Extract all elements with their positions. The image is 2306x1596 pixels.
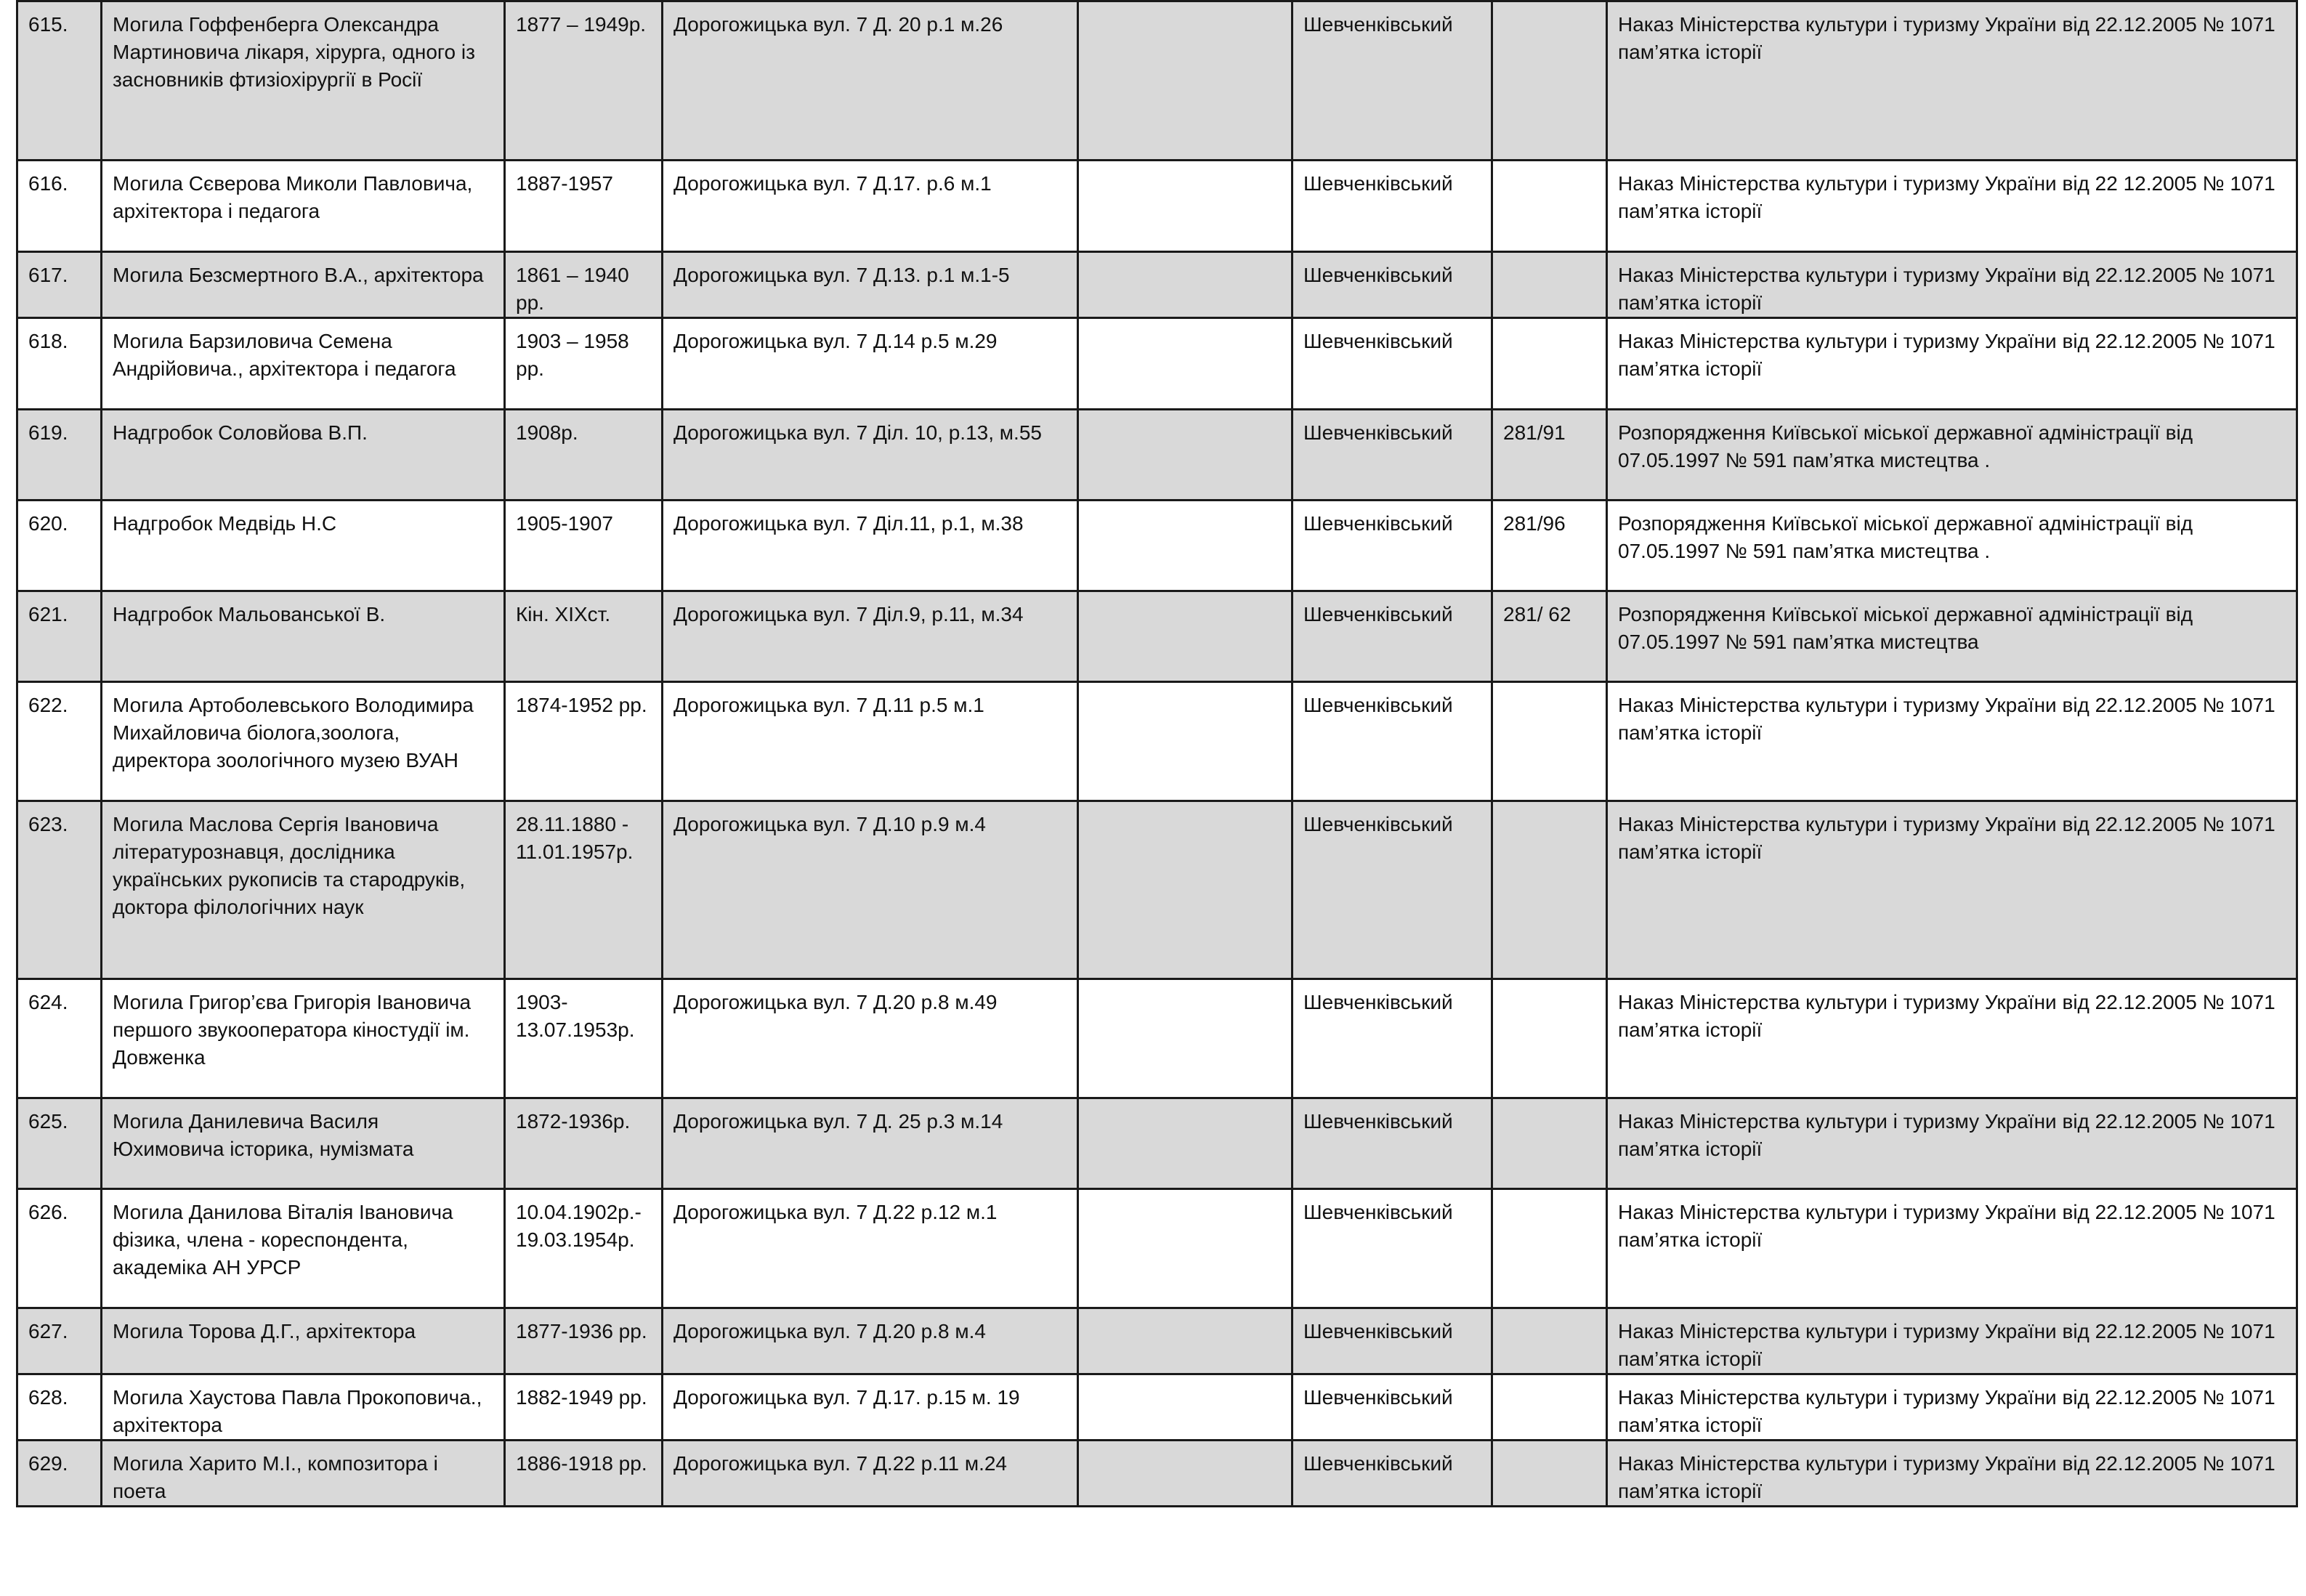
- registration-number: [1492, 1189, 1607, 1308]
- monument-name: Могила Артоболевського Володимира Михайловича біолога,зоолога, директора зоологічного музею ВУАН: [102, 682, 505, 801]
- row-number: 628.: [17, 1374, 102, 1441]
- monument-name: Могила Торова Д.Г., архітектора: [102, 1308, 505, 1374]
- monument-address: Дорогожицька вул. 7 Д. 25 р.3 м.14: [663, 1098, 1078, 1189]
- table-row: [17, 1308, 2297, 1374]
- monument-dates: 1861 – 1940 рр.: [505, 252, 663, 318]
- empty-cell: [1078, 1374, 1292, 1441]
- monument-name: Могила Хаустова Павла Прокоповича., архітектора: [102, 1374, 505, 1441]
- empty-cell: [1078, 410, 1292, 501]
- table-row: [17, 501, 2297, 591]
- registration-number: [1492, 979, 1607, 1098]
- row-number: 624.: [17, 979, 102, 1098]
- monument-dates: 1882-1949 рр.: [505, 1374, 663, 1441]
- empty-cell: [1078, 252, 1292, 318]
- row-number: 623.: [17, 801, 102, 979]
- row-number: 629.: [17, 1441, 102, 1507]
- table-row: [17, 318, 2297, 410]
- row-number: 622.: [17, 682, 102, 801]
- empty-cell: [1078, 1189, 1292, 1308]
- registration-number: [1492, 1, 1607, 161]
- monument-dates: 1908р.: [505, 410, 663, 501]
- monument-district: Шевченківський: [1292, 252, 1492, 318]
- protection-document: Наказ Міністерства культури і туризму України від 22.12.2005 № 1071 пам’ятка історії: [1607, 1308, 2297, 1374]
- monument-dates: 1877-1936 рр.: [505, 1308, 663, 1374]
- monument-name: Надгробок Мальованської В.: [102, 591, 505, 682]
- monument-name: Могила Данилова Віталія Івановича фізика, члена - кореспондента, академіка АН УРСР: [102, 1189, 505, 1308]
- registration-number: 281/96: [1492, 501, 1607, 591]
- protection-document: Наказ Міністерства культури і туризму України від 22 12.2005 № 1071 пам’ятка історії: [1607, 161, 2297, 252]
- registration-number: [1492, 1374, 1607, 1441]
- registration-number: [1492, 318, 1607, 410]
- table-row: [17, 979, 2297, 1098]
- row-number: 627.: [17, 1308, 102, 1374]
- monument-district: Шевченківський: [1292, 591, 1492, 682]
- monument-address: Дорогожицька вул. 7 Д.10 р.9 м.4: [663, 801, 1078, 979]
- table-row: [17, 1189, 2297, 1308]
- monument-address: Дорогожицька вул. 7 Діл.11, р.1, м.38: [663, 501, 1078, 591]
- monument-dates: 1874-1952 рр.: [505, 682, 663, 801]
- registration-number: 281/ 62: [1492, 591, 1607, 682]
- monument-name: Могила Гоффенберга Олександра Мартиновича лікаря, хірурга, одного із засновників фтизіохірургії в Росії: [102, 1, 505, 161]
- protection-document: Розпорядження Київської міської державної адміністрації від 07.05.1997 № 591 пам’ятка мистецтва .: [1607, 501, 2297, 591]
- monument-dates: 1903 – 1958 рр.: [505, 318, 663, 410]
- monument-address: Дорогожицька вул. 7 Д.22 р.11 м.24: [663, 1441, 1078, 1507]
- row-number: 626.: [17, 1189, 102, 1308]
- row-number: 618.: [17, 318, 102, 410]
- monument-district: Шевченківський: [1292, 501, 1492, 591]
- empty-cell: [1078, 591, 1292, 682]
- empty-cell: [1078, 1, 1292, 161]
- monument-address: Дорогожицька вул. 7 Діл. 10, р.13, м.55: [663, 410, 1078, 501]
- empty-cell: [1078, 979, 1292, 1098]
- monument-dates: 1905-1907: [505, 501, 663, 591]
- empty-cell: [1078, 682, 1292, 801]
- monument-dates: 10.04.1902р.- 19.03.1954р.: [505, 1189, 663, 1308]
- monument-address: Дорогожицька вул. 7 Д.20 р.8 м.49: [663, 979, 1078, 1098]
- monument-address: Дорогожицька вул. 7 Д.20 р.8 м.4: [663, 1308, 1078, 1374]
- monument-district: Шевченківський: [1292, 979, 1492, 1098]
- monument-name: Надгробок Соловйова В.П.: [102, 410, 505, 501]
- row-number: 620.: [17, 501, 102, 591]
- monument-district: Шевченківський: [1292, 1374, 1492, 1441]
- empty-cell: [1078, 1308, 1292, 1374]
- monument-district: Шевченківський: [1292, 161, 1492, 252]
- monuments-registry-table: [16, 0, 2298, 1507]
- monument-address: Дорогожицька вул. 7 Д.22 р.12 м.1: [663, 1189, 1078, 1308]
- monument-district: Шевченківський: [1292, 1098, 1492, 1189]
- row-number: 617.: [17, 252, 102, 318]
- registration-number: [1492, 1098, 1607, 1189]
- monument-district: Шевченківський: [1292, 1, 1492, 161]
- row-number: 615.: [17, 1, 102, 161]
- table-row: [17, 591, 2297, 682]
- row-number: 621.: [17, 591, 102, 682]
- protection-document: Наказ Міністерства культури і туризму України від 22.12.2005 № 1071 пам’ятка історії: [1607, 801, 2297, 979]
- protection-document: Наказ Міністерства культури і туризму України від 22.12.2005 № 1071 пам’ятка історії: [1607, 682, 2297, 801]
- empty-cell: [1078, 501, 1292, 591]
- table-row: [17, 801, 2297, 979]
- row-number: 616.: [17, 161, 102, 252]
- protection-document: Наказ Міністерства культури і туризму України від 22.12.2005 № 1071 пам’ятка історії: [1607, 1098, 2297, 1189]
- monument-address: Дорогожицька вул. 7 Д. 20 р.1 м.26: [663, 1, 1078, 161]
- protection-document: Наказ Міністерства культури і туризму України від 22.12.2005 № 1071 пам’ятка історії: [1607, 252, 2297, 318]
- monument-address: Дорогожицька вул. 7 Діл.9, р.11, м.34: [663, 591, 1078, 682]
- monument-name: Могила Безсмертного В.А., архітектора: [102, 252, 505, 318]
- monument-dates: 28.11.1880 - 11.01.1957р.: [505, 801, 663, 979]
- monument-name: Могила Григор’єва Григорія Івановича першого звукооператора кіностудії ім. Довженка: [102, 979, 505, 1098]
- monument-dates: 1903- 13.07.1953р.: [505, 979, 663, 1098]
- monument-name: Надгробок Медвідь Н.С: [102, 501, 505, 591]
- monument-name: Могила Сєверова Миколи Павловича, архітектора і педагога: [102, 161, 505, 252]
- monument-district: Шевченківський: [1292, 801, 1492, 979]
- monument-address: Дорогожицька вул. 7 Д.13. р.1 м.1-5: [663, 252, 1078, 318]
- monument-address: Дорогожицька вул. 7 Д.14 р.5 м.29: [663, 318, 1078, 410]
- registration-number: [1492, 161, 1607, 252]
- table-row: [17, 1441, 2297, 1507]
- protection-document: Наказ Міністерства культури і туризму України від 22.12.2005 № 1071 пам’ятка історії: [1607, 318, 2297, 410]
- row-number: 619.: [17, 410, 102, 501]
- table-row: [17, 252, 2297, 318]
- registration-number: [1492, 682, 1607, 801]
- table-body: [17, 1, 2297, 1507]
- table-row: [17, 410, 2297, 501]
- monument-dates: 1886-1918 рр.: [505, 1441, 663, 1507]
- monument-dates: 1877 – 1949р.: [505, 1, 663, 161]
- table-row: [17, 1098, 2297, 1189]
- empty-cell: [1078, 318, 1292, 410]
- empty-cell: [1078, 1441, 1292, 1507]
- registration-number: [1492, 1441, 1607, 1507]
- protection-document: Розпорядження Київської міської державної адміністрації від 07.05.1997 № 591 пам’ятка мистецтва: [1607, 591, 2297, 682]
- monument-district: Шевченківський: [1292, 1308, 1492, 1374]
- monument-district: Шевченківський: [1292, 1189, 1492, 1308]
- monument-name: Могила Барзиловича Семена Андрійовича., архітектора і педагога: [102, 318, 505, 410]
- monument-district: Шевченківський: [1292, 410, 1492, 501]
- monument-dates: 1887-1957: [505, 161, 663, 252]
- protection-document: Наказ Міністерства культури і туризму України від 22.12.2005 № 1071 пам’ятка історії: [1607, 979, 2297, 1098]
- monument-dates: 1872-1936р.: [505, 1098, 663, 1189]
- protection-document: Наказ Міністерства культури і туризму України від 22.12.2005 № 1071 пам’ятка історії: [1607, 1374, 2297, 1441]
- monument-district: Шевченківський: [1292, 318, 1492, 410]
- registration-number: [1492, 801, 1607, 979]
- monument-name: Могила Данилевича Василя Юхимовича історика, нумізмата: [102, 1098, 505, 1189]
- registration-number: 281/91: [1492, 410, 1607, 501]
- monument-district: Шевченківський: [1292, 1441, 1492, 1507]
- registration-number: [1492, 1308, 1607, 1374]
- monument-name: Могила Харито М.І., композитора і поета: [102, 1441, 505, 1507]
- monument-name: Могила Маслова Сергія Івановича літературознавця, дослідника українських рукописів та стародруків, доктора філологічних наук: [102, 801, 505, 979]
- monument-dates: Кін. ХIХст.: [505, 591, 663, 682]
- protection-document: Наказ Міністерства культури і туризму України від 22.12.2005 № 1071 пам’ятка історії: [1607, 1, 2297, 161]
- table-row: [17, 161, 2297, 252]
- table-row: [17, 1, 2297, 161]
- empty-cell: [1078, 1098, 1292, 1189]
- monument-address: Дорогожицька вул. 7 Д.17. р.6 м.1: [663, 161, 1078, 252]
- monument-address: Дорогожицька вул. 7 Д.11 р.5 м.1: [663, 682, 1078, 801]
- monument-address: Дорогожицька вул. 7 Д.17. р.15 м. 19: [663, 1374, 1078, 1441]
- protection-document: Розпорядження Київської міської державної адміністрації від 07.05.1997 № 591 пам’ятка мистецтва .: [1607, 410, 2297, 501]
- empty-cell: [1078, 161, 1292, 252]
- empty-cell: [1078, 801, 1292, 979]
- row-number: 625.: [17, 1098, 102, 1189]
- protection-document: Наказ Міністерства культури і туризму України від 22.12.2005 № 1071 пам’ятка історії: [1607, 1441, 2297, 1507]
- monument-district: Шевченківський: [1292, 682, 1492, 801]
- table-row: [17, 682, 2297, 801]
- registration-number: [1492, 252, 1607, 318]
- table-row: [17, 1374, 2297, 1441]
- protection-document: Наказ Міністерства культури і туризму України від 22.12.2005 № 1071 пам’ятка історії: [1607, 1189, 2297, 1308]
